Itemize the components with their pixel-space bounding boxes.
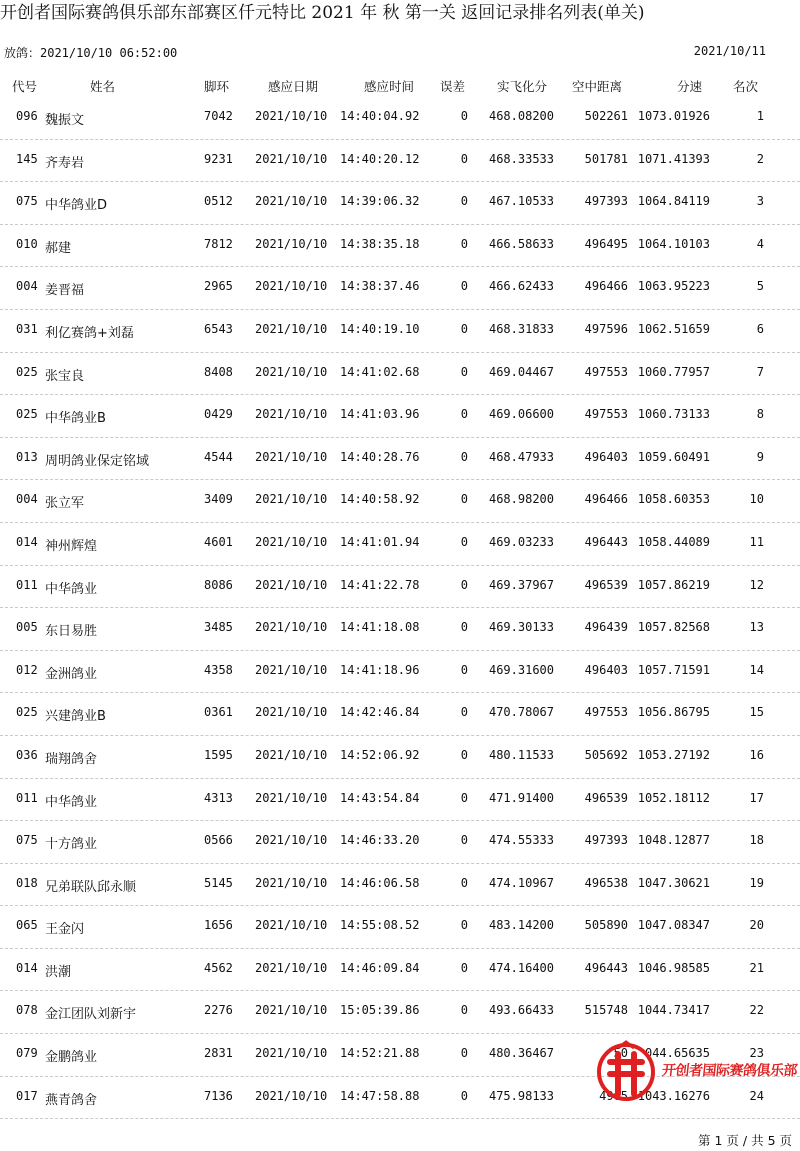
cell-time: 14:38:37.46 — [340, 279, 420, 294]
table-row — [0, 353, 800, 396]
cell-ring: 7136 — [204, 1088, 233, 1103]
header-code: 代号 — [12, 79, 38, 94]
cell-ring: 4601 — [204, 534, 233, 549]
cell-distance: 496539 — [584, 577, 628, 592]
cell-time: 14:41:01.94 — [340, 534, 420, 549]
cell-speed: 1046.98585 — [637, 960, 710, 975]
cell-time: 14:46:06.58 — [340, 875, 420, 890]
cell-fly: 466.58633 — [488, 236, 554, 251]
cell-code: 005 — [16, 620, 38, 635]
cell-rank: 12 — [749, 577, 764, 592]
cell-ring: 4358 — [204, 662, 233, 677]
cell-time: 14:40:20.12 — [340, 151, 420, 166]
cell-date: 2021/10/10 — [255, 790, 328, 805]
cell-name: 金江团队刘新宇 — [45, 1007, 137, 1023]
header-fly: 实飞化分 — [497, 79, 548, 94]
table-row — [0, 566, 800, 609]
cell-rank: 20 — [749, 918, 764, 933]
table-row — [0, 736, 800, 779]
cell-distance: 496466 — [584, 492, 628, 507]
cell-error: 0 — [460, 1088, 468, 1103]
cell-speed: 1048.12877 — [637, 833, 710, 848]
cell-ring: 2276 — [204, 1003, 233, 1018]
cell-fly: 468.33533 — [488, 151, 554, 166]
cell-date: 2021/10/10 — [255, 151, 328, 166]
cell-fly: 468.31833 — [488, 321, 554, 336]
cell-error: 0 — [460, 151, 468, 166]
table-row — [0, 1077, 800, 1120]
cell-rank: 2 — [756, 151, 764, 166]
cell-rank: 3 — [756, 194, 764, 209]
cell-fly: 474.16400 — [488, 960, 554, 975]
cell-time: 14:40:19.10 — [340, 321, 420, 336]
cell-ring: 2965 — [204, 279, 233, 294]
cell-date: 2021/10/10 — [255, 236, 328, 251]
cell-error: 0 — [460, 747, 468, 762]
cell-time: 14:52:06.92 — [340, 747, 420, 762]
cell-time: 14:41:02.68 — [340, 364, 420, 379]
cell-error: 0 — [460, 534, 468, 549]
table-row — [0, 523, 800, 566]
header-error: 误差 — [440, 79, 466, 94]
cell-code: 017 — [16, 1088, 38, 1103]
cell-rank: 11 — [749, 534, 764, 549]
cell-date: 2021/10/10 — [255, 1046, 328, 1061]
cell-ring: 8086 — [204, 577, 233, 592]
table-row — [0, 310, 800, 353]
cell-error: 0 — [460, 1046, 468, 1061]
cell-ring: 2831 — [204, 1046, 233, 1061]
cell-fly: 493.66433 — [488, 1003, 554, 1018]
header-speed: 分速 — [677, 79, 703, 94]
cell-distance: 502261 — [584, 109, 628, 123]
header-rank: 名次 — [733, 79, 759, 94]
table-row — [0, 1034, 800, 1077]
cell-speed: 1060.73133 — [637, 407, 710, 422]
cell-name: 兴建鸽业B — [45, 709, 106, 725]
cell-error: 0 — [460, 960, 468, 975]
cell-rank: 19 — [749, 875, 764, 890]
cell-code: 078 — [16, 1003, 38, 1018]
cell-speed: 1058.60353 — [637, 492, 710, 507]
report-date: 2021/10/11 — [693, 44, 766, 58]
cell-ring: 1656 — [204, 918, 233, 933]
cell-rank: 9 — [756, 449, 764, 464]
cell-fly: 480.36467 — [488, 1046, 554, 1061]
cell-speed: 1053.27192 — [637, 747, 710, 762]
cell-fly: 469.31600 — [488, 662, 554, 677]
cell-name: 张宝良 — [45, 368, 85, 384]
cell-date: 2021/10/10 — [255, 449, 328, 464]
cell-name: 金鹏鸽业 — [45, 1050, 98, 1066]
cell-distance: 497553 — [584, 705, 628, 720]
cell-time: 14:41:03.96 — [340, 407, 420, 422]
cell-error: 0 — [460, 321, 468, 336]
cell-error: 0 — [460, 620, 468, 635]
table-row — [0, 225, 800, 268]
release-time: 放鸽：2021/10/10 06:52:00 — [4, 46, 178, 60]
cell-code: 014 — [16, 960, 38, 975]
cell-distance: 496403 — [584, 449, 628, 464]
cell-date: 2021/10/10 — [255, 1088, 328, 1103]
cell-distance: 496495 — [584, 236, 628, 251]
cell-time: 14:42:46.84 — [340, 705, 420, 720]
cell-error: 0 — [460, 194, 468, 209]
cell-code: 011 — [16, 790, 38, 805]
cell-ring: 4562 — [204, 960, 233, 975]
cell-date: 2021/10/10 — [255, 364, 328, 379]
cell-fly: 471.91400 — [488, 790, 554, 805]
cell-time: 14:52:21.88 — [340, 1046, 420, 1061]
cell-ring: 0429 — [204, 407, 233, 422]
cell-date: 2021/10/10 — [255, 279, 328, 294]
cell-error: 0 — [460, 577, 468, 592]
cell-fly: 469.03233 — [488, 534, 554, 549]
table-row — [0, 779, 800, 822]
cell-error: 0 — [460, 236, 468, 251]
table-row — [0, 949, 800, 992]
cell-time: 14:55:08.52 — [340, 918, 420, 933]
cell-name: 瑞翔鸽舍 — [45, 751, 98, 767]
cell-name: 十方鸽业 — [45, 837, 98, 853]
cell-name: 中华鸽业B — [45, 411, 106, 427]
cell-distance: 497553 — [584, 407, 628, 422]
table-row — [0, 991, 800, 1034]
cell-code: 025 — [16, 407, 38, 422]
cell-error: 0 — [460, 109, 468, 123]
cell-code: 036 — [16, 747, 38, 762]
cell-error: 0 — [460, 662, 468, 677]
cell-rank: 24 — [749, 1088, 764, 1103]
cell-distance: 496403 — [584, 662, 628, 677]
cell-fly: 468.47933 — [488, 449, 554, 464]
page-indicator: 第 1 页 / 共 5 页 — [698, 1133, 792, 1148]
cell-time: 14:38:35.18 — [340, 236, 420, 251]
cell-code: 079 — [16, 1046, 38, 1061]
cell-ring: 7812 — [204, 236, 233, 251]
cell-speed: 1052.18112 — [637, 790, 710, 805]
cell-name: 张立军 — [45, 496, 85, 512]
cell-fly: 468.98200 — [488, 492, 554, 507]
cell-distance: 505692 — [584, 747, 628, 762]
cell-ring: 1595 — [204, 747, 233, 762]
report-title: 开创者国际赛鸽俱乐部东部赛区仟元特比 2021 年 秋 第一关 返回记录排名列表(单关) — [0, 3, 645, 23]
results-table — [0, 97, 800, 1119]
cell-rank: 10 — [749, 492, 764, 507]
cell-code: 014 — [16, 534, 38, 549]
cell-distance: 496443 — [584, 534, 628, 549]
cell-name: 中华鸽业 — [45, 794, 98, 810]
cell-date: 2021/10/10 — [255, 875, 328, 890]
cell-name: 齐寿岩 — [45, 155, 85, 171]
table-row — [0, 480, 800, 523]
cell-error: 0 — [460, 833, 468, 848]
cell-rank: 16 — [749, 747, 764, 762]
cell-distance: 501781 — [584, 151, 628, 166]
cell-time: 14:41:18.96 — [340, 662, 420, 677]
cell-code: 010 — [16, 236, 38, 251]
table-row — [0, 693, 800, 736]
cell-date: 2021/10/10 — [255, 534, 328, 549]
cell-rank: 17 — [749, 790, 764, 805]
cell-fly: 470.78067 — [488, 705, 554, 720]
cell-fly: 469.04467 — [488, 364, 554, 379]
cell-distance: 515748 — [584, 1003, 628, 1018]
cell-code: 031 — [16, 321, 38, 336]
cell-fly: 474.55333 — [488, 833, 554, 848]
cell-code: 025 — [16, 705, 38, 720]
cell-distance: 496466 — [584, 279, 628, 294]
table-row — [0, 608, 800, 651]
table-row — [0, 267, 800, 310]
cell-time: 14:40:28.76 — [340, 449, 420, 464]
cell-fly: 468.08200 — [488, 109, 554, 123]
header-date: 感应日期 — [268, 79, 319, 94]
cell-code: 065 — [16, 918, 38, 933]
cell-time: 14:47:58.88 — [340, 1088, 420, 1103]
cell-code: 004 — [16, 279, 38, 294]
cell-date: 2021/10/10 — [255, 109, 328, 123]
cell-time: 14:41:18.08 — [340, 620, 420, 635]
cell-code: 013 — [16, 449, 38, 464]
cell-speed: 1056.86795 — [637, 705, 710, 720]
table-row — [0, 864, 800, 907]
cell-ring: 0512 — [204, 194, 233, 209]
cell-fly: 474.10967 — [488, 875, 554, 890]
cell-time: 14:39:06.32 — [340, 194, 420, 209]
cell-rank: 18 — [749, 833, 764, 848]
table-row — [0, 97, 800, 140]
cell-distance: 496538 — [584, 875, 628, 890]
cell-fly: 469.06600 — [488, 407, 554, 422]
cell-date: 2021/10/10 — [255, 620, 328, 635]
cell-ring: 7042 — [204, 109, 233, 123]
cell-name: 东日易胜 — [45, 624, 98, 640]
cell-code: 145 — [16, 151, 38, 166]
cell-date: 2021/10/10 — [255, 662, 328, 677]
cell-error: 0 — [460, 875, 468, 890]
cell-code: 075 — [16, 194, 38, 209]
cell-speed: 044.65635 — [644, 1046, 710, 1061]
cell-rank: 6 — [756, 321, 764, 336]
cell-name: 洪潮 — [45, 964, 72, 980]
cell-speed: 1057.82568 — [637, 620, 710, 635]
cell-distance: 496443 — [584, 960, 628, 975]
cell-distance: 497393 — [584, 194, 628, 209]
cell-ring: 5145 — [204, 875, 233, 890]
header-distance: 空中距离 — [572, 79, 623, 94]
cell-speed: 1057.71591 — [637, 662, 710, 677]
cell-fly: 466.62433 — [488, 279, 554, 294]
cell-rank: 14 — [749, 662, 764, 677]
cell-rank: 5 — [756, 279, 764, 294]
cell-time: 14:43:54.84 — [340, 790, 420, 805]
cell-date: 2021/10/10 — [255, 705, 328, 720]
cell-speed: 1057.86219 — [637, 577, 710, 592]
cell-error: 0 — [460, 1003, 468, 1018]
cell-fly: 475.98133 — [488, 1088, 554, 1103]
cell-name: 魏振文 — [45, 113, 85, 128]
cell-error: 0 — [460, 918, 468, 933]
cell-rank: 1 — [756, 109, 764, 123]
cell-name: 中华鸽业D — [45, 198, 108, 214]
cell-speed: 1063.95223 — [637, 279, 710, 294]
cell-error: 0 — [460, 279, 468, 294]
cell-fly: 469.37967 — [488, 577, 554, 592]
table-row — [0, 182, 800, 225]
table-row — [0, 821, 800, 864]
cell-distance: 505890 — [584, 918, 628, 933]
cell-code: 025 — [16, 364, 38, 379]
watermark-text: 开创者国际赛鸽俱乐部 — [661, 1063, 798, 1079]
cell-rank: 15 — [749, 705, 764, 720]
cell-speed: 1073.01926 — [637, 109, 710, 123]
table-row — [0, 651, 800, 694]
cell-error: 0 — [460, 407, 468, 422]
cell-time: 14:46:09.84 — [340, 960, 420, 975]
cell-code: 012 — [16, 662, 38, 677]
cell-date: 2021/10/10 — [255, 747, 328, 762]
cell-rank: 22 — [749, 1003, 764, 1018]
cell-speed: 1060.77957 — [637, 364, 710, 379]
cell-date: 2021/10/10 — [255, 833, 328, 848]
cell-error: 0 — [460, 790, 468, 805]
cell-name: 姜晋福 — [45, 283, 85, 299]
cell-date: 2021/10/10 — [255, 407, 328, 422]
cell-code: 096 — [16, 109, 38, 123]
cell-speed: 1062.51659 — [637, 321, 710, 336]
table-row — [0, 395, 800, 438]
cell-name: 周明鸽业保定铭域 — [45, 453, 150, 469]
cell-speed: 1071.41393 — [637, 151, 710, 166]
table-header — [0, 74, 800, 96]
cell-name: 兄弟联队邱永顺 — [45, 879, 137, 895]
cell-name: 中华鸽业 — [45, 581, 98, 597]
cell-date: 2021/10/10 — [255, 1003, 328, 1018]
cell-error: 0 — [460, 705, 468, 720]
cell-speed: 1044.73417 — [637, 1003, 710, 1018]
cell-time: 14:40:04.92 — [340, 109, 420, 123]
cell-fly: 480.11533 — [488, 747, 554, 762]
cell-speed: 1064.84119 — [637, 194, 710, 209]
cell-ring: 9231 — [204, 151, 233, 166]
header-ring: 脚环 — [204, 79, 230, 94]
cell-rank: 8 — [756, 407, 764, 422]
cell-distance: 497393 — [584, 833, 628, 848]
cell-date: 2021/10/10 — [255, 492, 328, 507]
cell-name: 王金闪 — [45, 922, 85, 938]
cell-ring: 0361 — [204, 705, 233, 720]
cell-speed: 1043.16276 — [637, 1088, 710, 1103]
cell-speed: 1047.08347 — [637, 918, 710, 933]
cell-time: 14:40:58.92 — [340, 492, 420, 507]
cell-name: 燕青鸽舍 — [45, 1092, 98, 1108]
cell-distance: 497553 — [584, 364, 628, 379]
table-row — [0, 140, 800, 183]
cell-ring: 4544 — [204, 449, 233, 464]
cell-rank: 21 — [749, 960, 764, 975]
cell-name: 神州辉煌 — [45, 538, 98, 554]
cell-time: 14:41:22.78 — [340, 577, 420, 592]
cell-date: 2021/10/10 — [255, 577, 328, 592]
cell-code: 075 — [16, 833, 38, 848]
cell-speed: 1064.10103 — [637, 236, 710, 251]
cell-code: 011 — [16, 577, 38, 592]
cell-rank: 23 — [749, 1046, 764, 1061]
cell-time: 14:46:33.20 — [340, 833, 420, 848]
cell-date: 2021/10/10 — [255, 918, 328, 933]
cell-fly: 469.30133 — [488, 620, 554, 635]
cell-name: 金洲鸽业 — [45, 666, 98, 682]
header-name: 姓名 — [90, 79, 116, 94]
cell-rank: 7 — [756, 364, 764, 379]
cell-name: 利亿赛鸽+刘磊 — [45, 325, 134, 341]
cell-distance: 497596 — [584, 321, 628, 336]
cell-fly: 467.10533 — [488, 194, 554, 209]
cell-rank: 4 — [756, 236, 764, 251]
cell-distance: 496439 — [584, 620, 628, 635]
cell-rank: 13 — [749, 620, 764, 635]
cell-speed: 1058.44089 — [637, 534, 710, 549]
cell-date: 2021/10/10 — [255, 321, 328, 336]
cell-ring: 0566 — [204, 833, 233, 848]
cell-code: 004 — [16, 492, 38, 507]
cell-date: 2021/10/10 — [255, 960, 328, 975]
cell-code: 018 — [16, 875, 38, 890]
cell-ring: 6543 — [204, 321, 233, 336]
cell-error: 0 — [460, 364, 468, 379]
cell-time: 15:05:39.86 — [340, 1003, 420, 1018]
cell-distance: 4965 — [599, 1088, 628, 1103]
cell-name: 郝建 — [45, 240, 72, 256]
cell-speed: 1047.30621 — [637, 875, 710, 890]
table-row — [0, 906, 800, 949]
cell-fly: 483.14200 — [488, 918, 554, 933]
cell-date: 2021/10/10 — [255, 194, 328, 209]
cell-speed: 1059.60491 — [637, 449, 710, 464]
cell-ring: 4313 — [204, 790, 233, 805]
header-time: 感应时间 — [364, 79, 415, 94]
cell-ring: 3485 — [204, 620, 233, 635]
cell-error: 0 — [460, 449, 468, 464]
table-row — [0, 438, 800, 481]
cell-ring: 8408 — [204, 364, 233, 379]
cell-distance: 496539 — [584, 790, 628, 805]
cell-distance: 50 — [613, 1046, 628, 1061]
cell-error: 0 — [460, 492, 468, 507]
cell-ring: 3409 — [204, 492, 233, 507]
